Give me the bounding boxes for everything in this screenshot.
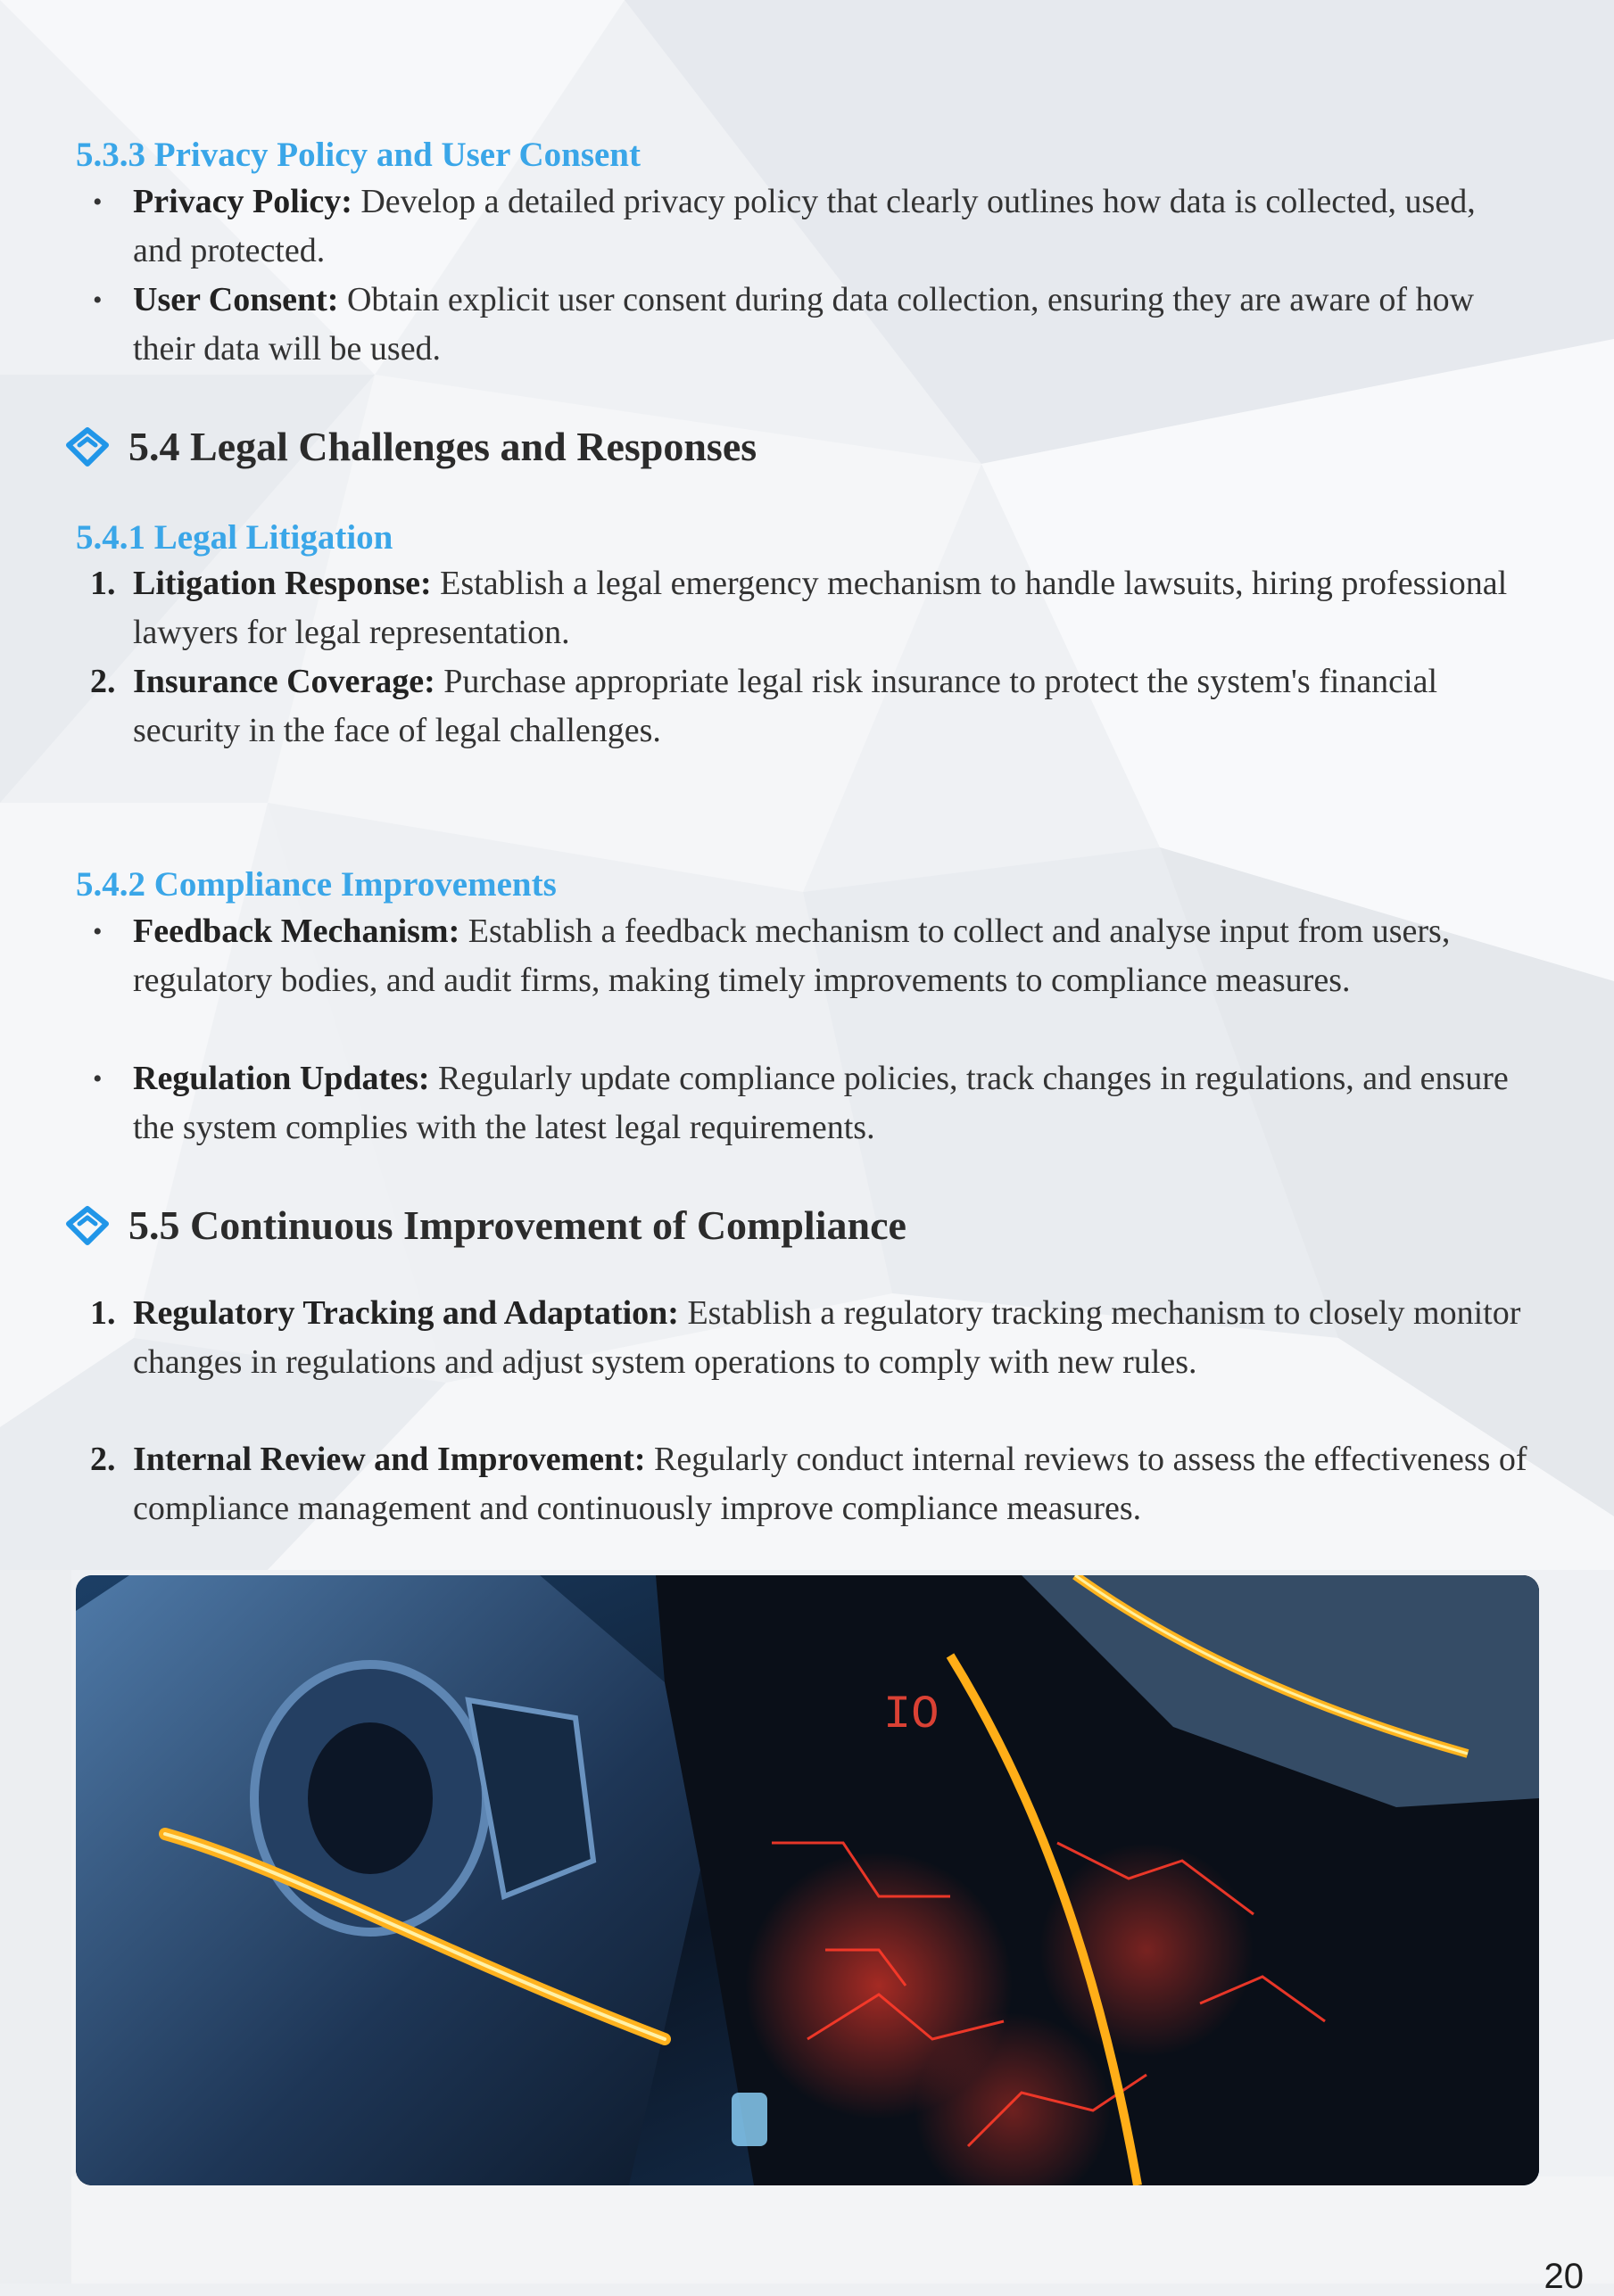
item-label: Litigation Response: bbox=[133, 565, 432, 602]
item-number: 1. bbox=[90, 1294, 116, 1332]
item-label: Privacy Policy: bbox=[133, 183, 352, 220]
item-number: 1. bbox=[90, 565, 116, 602]
bullet-marker: • bbox=[93, 917, 103, 946]
item-label: Internal Review and Improvement: bbox=[133, 1441, 646, 1478]
subsection-heading-5-4-1: 5.4.1 Legal Litigation bbox=[76, 518, 393, 557]
item-text: Establish a legal emergency mechanism to handle lawsuits, hiring professional lawyers for legal representation. bbox=[133, 565, 1508, 651]
item-label: User Consent: bbox=[133, 281, 339, 318]
bullet-marker: • bbox=[93, 187, 103, 217]
robot-illustration-graphic bbox=[76, 1575, 1539, 2185]
section-title: 5.5 Continuous Improvement of Compliance bbox=[128, 1202, 906, 1248]
section-heading-5-4 bbox=[64, 426, 757, 467]
list-item bbox=[86, 276, 1531, 374]
list-item bbox=[86, 657, 1531, 756]
item-text: Purchase appropriate legal risk insurance to protect the system's financial security in the face of legal challenges. bbox=[133, 663, 1438, 749]
bullet-marker: • bbox=[93, 1064, 103, 1094]
list-item bbox=[86, 1054, 1531, 1152]
subsection-heading-5-4-2: 5.4.2 Compliance Improvements bbox=[76, 865, 557, 904]
list-item bbox=[86, 1435, 1531, 1533]
list-item bbox=[86, 907, 1531, 1005]
subsection-heading-5-3-3: 5.3.3 Privacy Policy and User Consent bbox=[76, 136, 641, 174]
item-number: 2. bbox=[90, 663, 116, 700]
section-title: 5.4 Legal Challenges and Responses bbox=[128, 424, 757, 469]
visor-text: IO bbox=[883, 1689, 939, 1741]
item-text: Develop a detailed privacy policy that clearly outlines how data is collected, used, and protected. bbox=[133, 183, 1476, 269]
item-text: Establish a regulatory tracking mechanism to closely monitor changes in regulations and adjust system operations to comply with new rules. bbox=[133, 1294, 1521, 1381]
item-text: Establish a feedback mechanism to collect and analyse input from users, regulatory bodies, and audit firms, making timely improvements to compliance measures. bbox=[133, 913, 1451, 999]
item-label: Insurance Coverage: bbox=[133, 663, 435, 700]
diamond-icon bbox=[64, 1205, 111, 1246]
bullet-marker: • bbox=[93, 285, 103, 315]
diamond-icon bbox=[64, 426, 111, 467]
item-number: 2. bbox=[90, 1441, 116, 1478]
item-label: Regulatory Tracking and Adaptation: bbox=[133, 1294, 679, 1332]
list-item bbox=[86, 559, 1531, 657]
list-item bbox=[86, 178, 1531, 276]
item-label: Regulation Updates: bbox=[133, 1060, 430, 1097]
item-label: Feedback Mechanism: bbox=[133, 913, 460, 950]
item-text: Obtain explicit user consent during data collection, ensuring they are aware of how their data will be used. bbox=[133, 281, 1475, 368]
item-text: Regularly update compliance policies, track changes in regulations, and ensure the system complies with the latest legal requirements. bbox=[133, 1060, 1509, 1146]
item-text: Regularly conduct internal reviews to assess the effectiveness of compliance management and continuously improve compliance measures. bbox=[133, 1441, 1527, 1527]
robot-head-illustration bbox=[76, 1575, 1539, 2185]
page-number: 20 bbox=[1544, 2257, 1584, 2296]
section-heading-5-5 bbox=[64, 1202, 906, 1248]
list-item bbox=[86, 1289, 1531, 1387]
